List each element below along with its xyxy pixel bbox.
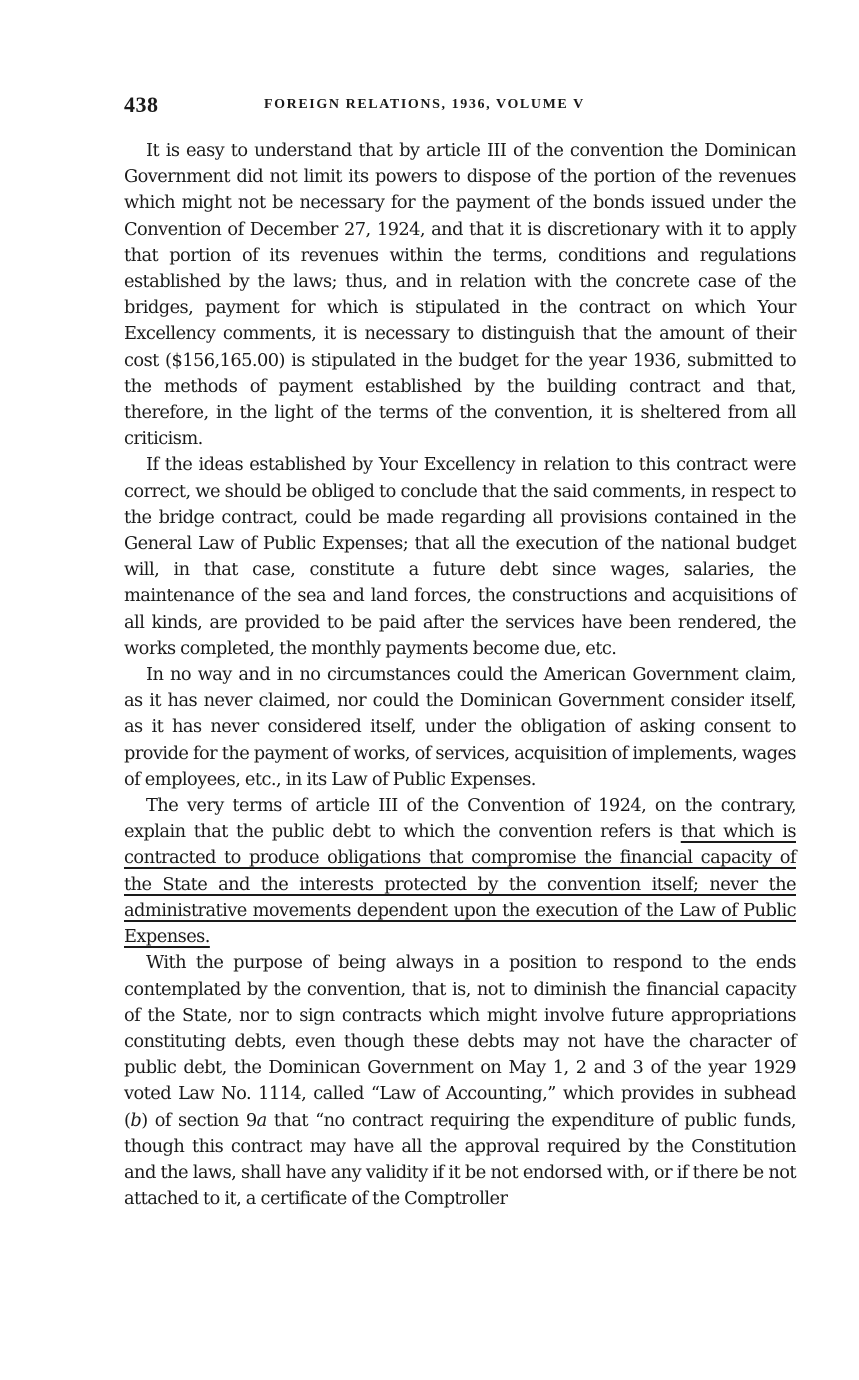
body-text bbox=[124, 138, 796, 1212]
underlined-passage: that which is contracted to produce obligations that compromise the financial capacity of the State and the interests protected by the convention itself; never the administrative movements dependent upon the execution of the Law of Public Expenses. bbox=[124, 821, 796, 948]
paragraph-public-debt bbox=[124, 793, 796, 950]
law-of-accounting-text-2: ) of section bbox=[141, 1109, 246, 1131]
paragraph-bridge-contract: If the ideas established by Your Excellency in relation to this contract were correct, we should be obliged to conclude that the said comments, in respect to the bridge contract, could be made regarding all provisions contained in the General Law of Public Expenses; that all the execution of the national budget will, in that case, constitute a future debt since wages, salaries, the maintenance of the sea and land forces, the constructions and acquisitions of all kinds, are provided to be paid after the services have been rendered, the works completed, the monthly payments become due, etc. bbox=[124, 454, 796, 659]
paragraph-public-debt-text: The very terms of article III of the Convention of 1924, on the contrary, explain that the public debt to which the convention refers is bbox=[124, 795, 796, 843]
law-of-accounting-text-3: that “no contract requiring the expenditure of public funds, though this contract may have all the approval required by the Constitution and the laws, shall have any validity if it be not endorsed with, or if there be not attached to it, a certificate of the Comptroller bbox=[124, 1109, 796, 1210]
running-head bbox=[124, 92, 796, 122]
section-letter: a bbox=[256, 1109, 267, 1131]
subhead-letter: b bbox=[130, 1109, 142, 1131]
section-number: 9 bbox=[245, 1109, 257, 1131]
paragraph-public-expenses: In no way and in no circumstances could the American Government claim, as it has never claimed, nor could the Dominican Government consider itself, as it has never considered itself, under the obligation of asking consent to provide for the payment of works, of services, acquisition of implements, wages of employees, etc., in its Law of Public Expenses. bbox=[124, 664, 796, 790]
paragraph-law-of-accounting bbox=[124, 950, 796, 1212]
running-title: FOREIGN RELATIONS, 1936, VOLUME V bbox=[264, 97, 585, 112]
law-of-accounting-text: With the purpose of being always in a position to respond to the ends contemplated by the convention, that is, not to diminish the financial capacity of the State, nor to sign contracts which might involve future appropriations constituting debts, even though these debts may not have the character of public debt, the Dominican Government on May 1, 2 and 3 of the year 1929 voted Law No. 1114, called “Law of Accounting,” which provides in subhead ( bbox=[124, 952, 796, 1131]
paragraph-article-iii-revenues: It is easy to understand that by article III of the convention the Dominican Government did not limit its powers to dispose of the portion of the revenues which might not be necessary for the payment of the bonds issued under the Convention of December 27, 1924, and that it is discretionary with it to apply that portion of its revenues within the terms, conditions and regulations established by the laws; thus, and in relation with the concrete case of the bridges, payment for which is stipulated in the contract on which Your Excellency comments, it is necessary to distinguish that the amount of their cost ($156,165.00) is stipulated in the budget for the year 1936, submitted to the methods of payment established by the building contract and that, therefore, in the light of the terms of the convention, it is sheltered from all criticism. bbox=[124, 140, 796, 450]
page-number: 438 bbox=[124, 92, 159, 117]
